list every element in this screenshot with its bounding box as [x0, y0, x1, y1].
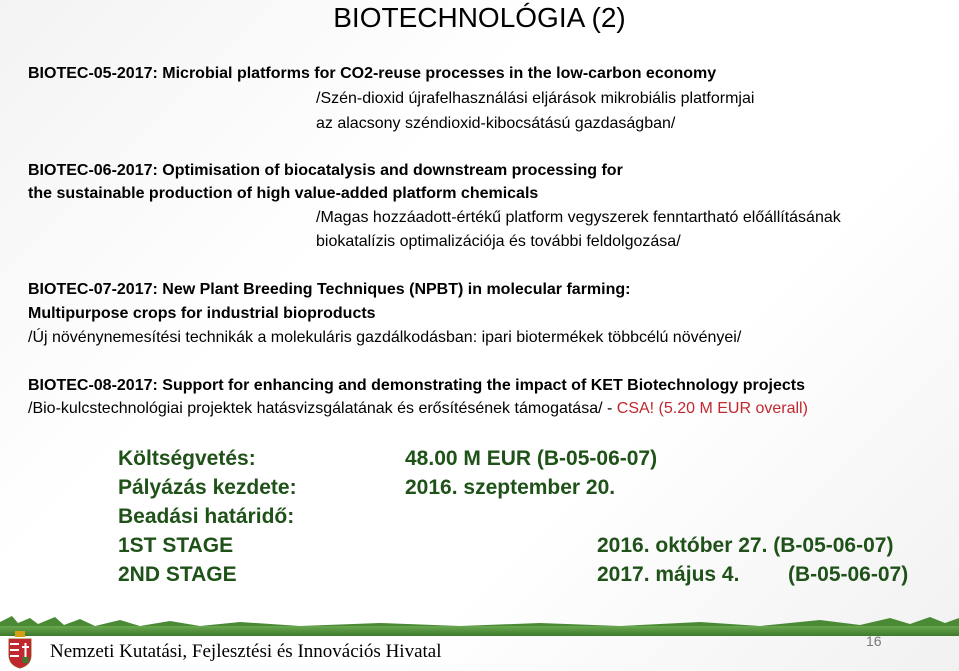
footer-organization: Nemzeti Kutatási, Fejlesztési és Innovációs Hivatal	[50, 641, 442, 662]
footer-bar	[0, 626, 959, 636]
item-biotec-08-title: BIOTEC-08-2017: Support for enhancing and demonstrating the impact of KET Biotechnology projects	[28, 377, 805, 394]
deadline-label: Beadási határidő:	[118, 505, 295, 528]
item-biotec-08-hu-line	[28, 399, 808, 419]
item-biotec-08-csa-note: CSA! (5.20 M EUR overall)	[616, 400, 808, 417]
stage-2-code: (B-05-06-07)	[788, 563, 909, 586]
stage-1-date: 2016. október 27. (B-05-06-07)	[597, 534, 894, 557]
start-label: Pályázás kezdete:	[118, 476, 297, 499]
item-biotec-05-hu-line-2: az alacsony széndioxid-kibocsátású gazdaságban/	[316, 115, 676, 132]
stage-2-label: 2ND STAGE	[118, 563, 237, 586]
item-biotec-06-title-line-2: the sustainable production of high value-added platform chemicals	[28, 185, 539, 202]
start-value: 2016. szeptember 20.	[405, 476, 616, 499]
budget-value: 48.00 M EUR (B-05-06-07)	[405, 447, 658, 470]
slide-title: BIOTECHNOLÓGIA (2)	[333, 2, 626, 33]
item-biotec-06-title-line-1: BIOTEC-06-2017: Optimisation of biocatalysis and downstream processing for	[28, 162, 623, 179]
item-biotec-05-title: BIOTEC-05-2017: Microbial platforms for CO2-reuse processes in the low-carbon economy	[28, 65, 717, 82]
item-biotec-08-hu-text: /Bio-kulcstechnológiai projektek hatásvizsgálatának és erősítésének támogatása/ -	[28, 400, 617, 417]
stage-2-date: 2017. május 4.	[597, 563, 740, 586]
item-biotec-07-title-line-2: Multipurpose crops for industrial bioproducts	[28, 305, 376, 322]
page-number: 16	[866, 633, 882, 649]
item-biotec-06-hu-line-2: biokatalízis optimalizációja és további feldolgozása/	[316, 233, 681, 250]
item-biotec-07-title-line-1: BIOTEC-07-2017: New Plant Breeding Techniques (NPBT) in molecular farming:	[28, 281, 631, 298]
stage-1-label: 1ST STAGE	[118, 534, 234, 557]
item-biotec-05-hu-line-1: /Szén-dioxid újrafelhasználási eljárások mikrobiális platformjai	[316, 90, 755, 107]
budget-label: Költségvetés:	[118, 447, 256, 470]
item-biotec-07-hu-line: /Új növénynemesítési technikák a molekuláris gazdálkodásban: ipari biotermékek többcélú növényei/	[28, 329, 742, 346]
hungarian-crest-icon	[6, 631, 34, 669]
item-biotec-06-hu-line-1: /Magas hozzáadott-értékű platform vegyszerek fenntartható előállításának	[316, 209, 841, 226]
